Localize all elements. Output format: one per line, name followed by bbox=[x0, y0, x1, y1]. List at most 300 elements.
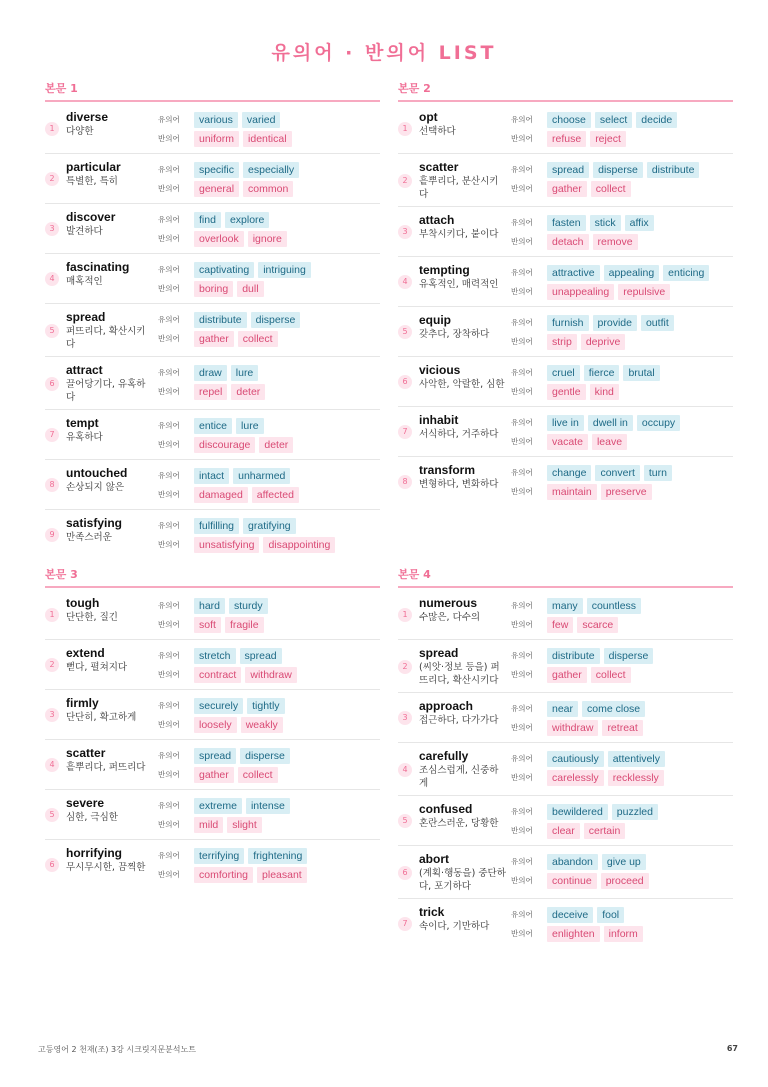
synonym-tag: find bbox=[194, 212, 221, 228]
synonym-tag: distribute bbox=[647, 162, 700, 178]
section-4 bbox=[398, 566, 733, 948]
synonym-tag: attentively bbox=[608, 751, 665, 767]
relations bbox=[158, 160, 380, 198]
word-block bbox=[66, 846, 158, 874]
synonym-label: 유의어 bbox=[511, 165, 533, 174]
section-1 bbox=[45, 80, 380, 559]
synonym-label: 유의어 bbox=[511, 268, 533, 277]
antonym-label: 반의어 bbox=[158, 540, 180, 549]
synonym-row bbox=[511, 905, 733, 924]
synonym-row bbox=[158, 363, 380, 382]
synonym-tag: select bbox=[595, 112, 632, 128]
korean-meaning: 접근하다, 다가가다 bbox=[419, 715, 499, 726]
synonym-row bbox=[158, 210, 380, 229]
headword: horrifying bbox=[66, 846, 122, 860]
synonym-label: 유의어 bbox=[511, 651, 533, 660]
synonym-tag: fool bbox=[597, 907, 624, 923]
antonym-label: 반의어 bbox=[511, 876, 533, 885]
synonym-row bbox=[511, 160, 733, 179]
synonym-tag: disperse bbox=[251, 312, 301, 328]
vocab-entry bbox=[398, 899, 733, 948]
entry-number: 4 bbox=[45, 272, 59, 286]
word-block bbox=[419, 463, 511, 491]
entry-number: 1 bbox=[45, 608, 59, 622]
relations bbox=[511, 363, 733, 401]
headword: diverse bbox=[66, 110, 109, 124]
antonym-tag: fragile bbox=[225, 617, 264, 633]
section-heading: 본문 2 bbox=[398, 80, 733, 102]
synonym-tag: distribute bbox=[547, 648, 600, 664]
footer-text: 고등영어 2 천재(조) 3강 시크릿지문분석노트 bbox=[38, 1045, 196, 1054]
antonym-label: 반의어 bbox=[158, 820, 180, 829]
entry-number: 6 bbox=[45, 377, 59, 391]
relations bbox=[511, 463, 733, 501]
antonym-tag: inform bbox=[604, 926, 643, 942]
synonym-tag: turn bbox=[644, 465, 672, 481]
entry-number: 1 bbox=[398, 122, 412, 136]
antonym-row bbox=[511, 232, 733, 251]
entry-number: 3 bbox=[398, 711, 412, 725]
antonym-tag: strip bbox=[547, 334, 577, 350]
antonym-tag: unsatisfying bbox=[194, 537, 259, 553]
antonym-tag: vacate bbox=[547, 434, 588, 450]
word-block bbox=[66, 696, 158, 724]
vocab-entry bbox=[398, 357, 733, 407]
antonym-row bbox=[511, 615, 733, 634]
synonym-tag: brutal bbox=[623, 365, 659, 381]
antonym-tag: collect bbox=[238, 767, 278, 783]
antonym-tag: overlook bbox=[194, 231, 244, 247]
word-block bbox=[66, 516, 158, 544]
antonym-label: 반의어 bbox=[158, 234, 180, 243]
synonym-tag: specific bbox=[194, 162, 239, 178]
synonym-row bbox=[511, 313, 733, 332]
synonym-label: 유의어 bbox=[158, 471, 180, 480]
synonym-row bbox=[158, 846, 380, 865]
korean-meaning: 단단히, 확고하게 bbox=[66, 712, 137, 723]
headword: approach bbox=[419, 699, 474, 713]
synonym-label: 유의어 bbox=[511, 704, 533, 713]
antonym-row bbox=[511, 432, 733, 451]
antonym-tag: loosely bbox=[194, 717, 237, 733]
synonym-row bbox=[511, 852, 733, 871]
headword: numerous bbox=[419, 596, 478, 610]
synonym-row bbox=[158, 466, 380, 485]
synonym-tag: many bbox=[547, 598, 583, 614]
synonym-row bbox=[511, 749, 733, 768]
relations bbox=[158, 210, 380, 248]
synonym-tag: provide bbox=[593, 315, 637, 331]
entry-number: 4 bbox=[398, 763, 412, 777]
antonym-tag: refuse bbox=[547, 131, 586, 147]
entry-number: 3 bbox=[45, 708, 59, 722]
antonym-tag: disappointing bbox=[263, 537, 335, 553]
antonym-label: 반의어 bbox=[511, 237, 533, 246]
relations bbox=[158, 746, 380, 784]
korean-meaning: 특별한, 특히 bbox=[66, 176, 118, 187]
synonym-tag: lure bbox=[236, 418, 264, 434]
headword: opt bbox=[419, 110, 438, 124]
headword: tempt bbox=[66, 416, 99, 430]
vocab-entry bbox=[398, 640, 733, 693]
synonym-tag: spread bbox=[240, 648, 282, 664]
headword: satisfying bbox=[66, 516, 123, 530]
korean-meaning: 수많은, 다수의 bbox=[419, 612, 481, 623]
antonym-label: 반의어 bbox=[511, 773, 533, 782]
antonym-tag: gather bbox=[547, 181, 587, 197]
vocab-entry bbox=[45, 104, 380, 154]
entry-number: 8 bbox=[398, 475, 412, 489]
synonym-label: 유의어 bbox=[158, 368, 180, 377]
synonym-label: 유의어 bbox=[511, 218, 533, 227]
vocab-entry bbox=[45, 304, 380, 357]
antonym-tag: uniform bbox=[194, 131, 239, 147]
antonym-label: 반의어 bbox=[158, 490, 180, 499]
vocab-entry bbox=[45, 460, 380, 510]
antonym-tag: continue bbox=[547, 873, 597, 889]
vocab-entry bbox=[398, 693, 733, 743]
relations bbox=[158, 796, 380, 834]
relations bbox=[511, 110, 733, 148]
antonym-label: 반의어 bbox=[158, 770, 180, 779]
antonym-tag: maintain bbox=[547, 484, 597, 500]
synonym-label: 유의어 bbox=[158, 601, 180, 610]
vocab-entry bbox=[45, 590, 380, 640]
synonym-label: 유의어 bbox=[511, 807, 533, 816]
headword: particular bbox=[66, 160, 121, 174]
synonym-row bbox=[511, 802, 733, 821]
relations bbox=[511, 802, 733, 840]
antonym-row bbox=[158, 229, 380, 248]
synonym-label: 유의어 bbox=[158, 421, 180, 430]
antonym-tag: general bbox=[194, 181, 239, 197]
headword: vicious bbox=[419, 363, 461, 377]
korean-meaning: 사악한, 악랄한, 심한 bbox=[419, 379, 505, 390]
entry-number: 6 bbox=[398, 866, 412, 880]
synonym-label: 유의어 bbox=[158, 115, 180, 124]
antonym-tag: collect bbox=[591, 667, 631, 683]
entry-number: 2 bbox=[45, 658, 59, 672]
vocab-entry bbox=[398, 796, 733, 846]
synonym-tag: puzzled bbox=[612, 804, 658, 820]
footer bbox=[38, 1044, 738, 1055]
synonym-label: 유의어 bbox=[511, 418, 533, 427]
page-title: 유의어 · 반의어 LIST bbox=[271, 42, 497, 64]
relations bbox=[511, 160, 733, 198]
antonym-tag: contract bbox=[194, 667, 241, 683]
vocab-entry bbox=[45, 690, 380, 740]
antonym-row bbox=[158, 129, 380, 148]
antonym-label: 반의어 bbox=[511, 620, 533, 629]
antonym-row bbox=[511, 382, 733, 401]
entry-number: 4 bbox=[45, 758, 59, 772]
antonym-label: 반의어 bbox=[511, 826, 533, 835]
antonym-row bbox=[158, 535, 380, 554]
synonym-tag: disperse bbox=[240, 748, 290, 764]
synonym-tag: cautiously bbox=[547, 751, 604, 767]
synonym-tag: cruel bbox=[547, 365, 580, 381]
entry-number: 8 bbox=[45, 478, 59, 492]
word-block bbox=[419, 852, 511, 893]
antonym-tag: remove bbox=[593, 234, 638, 250]
synonym-tag: entice bbox=[194, 418, 232, 434]
antonym-label: 반의어 bbox=[158, 284, 180, 293]
antonym-tag: enlighten bbox=[547, 926, 600, 942]
antonym-tag: dull bbox=[237, 281, 263, 297]
synonym-label: 유의어 bbox=[511, 754, 533, 763]
antonym-tag: slight bbox=[227, 817, 262, 833]
synonym-tag: explore bbox=[225, 212, 269, 228]
korean-meaning: 속이다, 기만하다 bbox=[419, 921, 490, 932]
synonym-row bbox=[158, 696, 380, 715]
korean-meaning: 퍼뜨리다, 확산시키다 bbox=[66, 326, 146, 350]
synonym-tag: tightly bbox=[247, 698, 284, 714]
antonym-label: 반의어 bbox=[511, 184, 533, 193]
synonym-tag: occupy bbox=[637, 415, 680, 431]
entry-number: 7 bbox=[398, 425, 412, 439]
page-number: 67 bbox=[726, 1044, 738, 1053]
synonym-tag: fulfilling bbox=[194, 518, 239, 534]
korean-meaning: 뻗다, 펼쳐지다 bbox=[66, 662, 128, 673]
korean-meaning: 선택하다 bbox=[419, 126, 456, 137]
word-block bbox=[66, 416, 158, 444]
relations bbox=[158, 466, 380, 504]
entry-number: 4 bbox=[398, 275, 412, 289]
synonym-tag: spread bbox=[547, 162, 589, 178]
vocab-entry bbox=[45, 154, 380, 204]
antonym-tag: ignore bbox=[248, 231, 287, 247]
headword: spread bbox=[66, 310, 106, 324]
headword: firmly bbox=[66, 696, 99, 710]
vocab-entry bbox=[398, 257, 733, 307]
synonym-row bbox=[511, 596, 733, 615]
synonym-row bbox=[158, 110, 380, 129]
antonym-label: 반의어 bbox=[158, 440, 180, 449]
synonym-label: 유의어 bbox=[158, 751, 180, 760]
section-heading: 본문 4 bbox=[398, 566, 733, 588]
section-heading: 본문 1 bbox=[45, 80, 380, 102]
antonym-row bbox=[511, 665, 733, 684]
synonym-label: 유의어 bbox=[158, 651, 180, 660]
word-block bbox=[419, 160, 511, 201]
synonym-tag: distribute bbox=[194, 312, 247, 328]
korean-meaning: 혼란스러운, 당황한 bbox=[419, 818, 499, 829]
korean-meaning: 변형하다, 변화하다 bbox=[419, 479, 499, 490]
relations bbox=[158, 260, 380, 298]
antonym-label: 반의어 bbox=[511, 387, 533, 396]
antonym-label: 반의어 bbox=[511, 487, 533, 496]
antonym-row bbox=[158, 329, 380, 348]
antonym-tag: recklessly bbox=[608, 770, 664, 786]
relations bbox=[511, 313, 733, 351]
word-block bbox=[66, 466, 158, 494]
synonym-label: 유의어 bbox=[158, 315, 180, 324]
word-block bbox=[419, 802, 511, 830]
antonym-row bbox=[158, 279, 380, 298]
korean-meaning: 흩뿌리다, 퍼뜨리다 bbox=[66, 762, 146, 773]
antonym-tag: repulsive bbox=[618, 284, 670, 300]
antonym-tag: gentle bbox=[547, 384, 586, 400]
vocab-entry bbox=[45, 510, 380, 559]
headword: untouched bbox=[66, 466, 128, 480]
headword: transform bbox=[419, 463, 476, 477]
headword: scatter bbox=[66, 746, 106, 760]
headword: attract bbox=[66, 363, 103, 377]
relations bbox=[158, 416, 380, 454]
antonym-label: 반의어 bbox=[511, 287, 533, 296]
synonym-row bbox=[511, 263, 733, 282]
synonym-row bbox=[158, 416, 380, 435]
synonym-tag: furnish bbox=[547, 315, 589, 331]
synonym-label: 유의어 bbox=[158, 801, 180, 810]
entry-number: 7 bbox=[45, 428, 59, 442]
entry-number: 1 bbox=[45, 122, 59, 136]
korean-meaning: 부착시키다, 붙이다 bbox=[419, 229, 499, 240]
synonym-tag: change bbox=[547, 465, 591, 481]
antonym-label: 반의어 bbox=[511, 134, 533, 143]
antonym-tag: detach bbox=[547, 234, 589, 250]
headword: tough bbox=[66, 596, 100, 610]
synonym-label: 유의어 bbox=[158, 165, 180, 174]
relations bbox=[511, 905, 733, 943]
entry-number: 6 bbox=[45, 858, 59, 872]
antonym-tag: gather bbox=[547, 667, 587, 683]
vocab-entry bbox=[398, 590, 733, 640]
headword: inhabit bbox=[419, 413, 459, 427]
word-block bbox=[66, 363, 158, 404]
antonym-tag: weakly bbox=[241, 717, 283, 733]
synonym-tag: sturdy bbox=[229, 598, 268, 614]
synonym-tag: fasten bbox=[547, 215, 586, 231]
antonym-row bbox=[158, 615, 380, 634]
vocab-entry bbox=[45, 790, 380, 840]
vocab-entry bbox=[398, 104, 733, 154]
headword: extend bbox=[66, 646, 105, 660]
synonym-tag: spread bbox=[194, 748, 236, 764]
synonym-tag: bewildered bbox=[547, 804, 608, 820]
synonym-tag: unharmed bbox=[233, 468, 290, 484]
entry-number: 2 bbox=[45, 172, 59, 186]
synonym-tag: enticing bbox=[663, 265, 709, 281]
synonym-tag: decide bbox=[636, 112, 677, 128]
synonym-tag: live in bbox=[547, 415, 584, 431]
synonym-tag: come close bbox=[582, 701, 645, 717]
vocab-entry bbox=[45, 410, 380, 460]
synonym-tag: draw bbox=[194, 365, 227, 381]
antonym-tag: proceed bbox=[601, 873, 649, 889]
antonym-label: 반의어 bbox=[511, 670, 533, 679]
synonym-tag: outfit bbox=[641, 315, 674, 331]
antonym-label: 반의어 bbox=[158, 387, 180, 396]
synonym-label: 유의어 bbox=[511, 857, 533, 866]
entry-number: 3 bbox=[45, 222, 59, 236]
antonym-label: 반의어 bbox=[158, 720, 180, 729]
relations bbox=[158, 646, 380, 684]
synonym-tag: countless bbox=[587, 598, 641, 614]
vocab-entry bbox=[398, 307, 733, 357]
antonym-tag: few bbox=[547, 617, 573, 633]
synonym-label: 유의어 bbox=[158, 701, 180, 710]
headword: carefully bbox=[419, 749, 469, 763]
antonym-tag: leave bbox=[592, 434, 627, 450]
synonym-tag: lure bbox=[231, 365, 259, 381]
antonym-tag: unappealing bbox=[547, 284, 614, 300]
antonym-row bbox=[511, 768, 733, 787]
synonym-label: 유의어 bbox=[158, 521, 180, 530]
synonym-row bbox=[158, 260, 380, 279]
section-heading: 본문 3 bbox=[45, 566, 380, 588]
relations bbox=[158, 110, 380, 148]
antonym-tag: gather bbox=[194, 331, 234, 347]
synonym-tag: attractive bbox=[547, 265, 600, 281]
headword: equip bbox=[419, 313, 451, 327]
antonym-tag: deter bbox=[231, 384, 265, 400]
antonym-tag: collect bbox=[238, 331, 278, 347]
synonym-row bbox=[158, 596, 380, 615]
korean-meaning: 만족스러운 bbox=[66, 532, 112, 543]
relations bbox=[511, 213, 733, 251]
synonym-tag: near bbox=[547, 701, 578, 717]
antonym-tag: deter bbox=[259, 437, 293, 453]
korean-meaning: 갖추다, 장착하다 bbox=[419, 329, 490, 340]
relations bbox=[511, 749, 733, 787]
synonym-row bbox=[511, 363, 733, 382]
synonym-tag: dwell in bbox=[588, 415, 633, 431]
synonym-tag: gratifying bbox=[243, 518, 296, 534]
synonym-tag: terrifying bbox=[194, 848, 244, 864]
word-block bbox=[419, 363, 511, 391]
vocab-entry bbox=[45, 740, 380, 790]
korean-meaning: 흩뿌리다, 분산시키다 bbox=[419, 176, 499, 200]
antonym-tag: comforting bbox=[194, 867, 253, 883]
synonym-tag: fierce bbox=[584, 365, 620, 381]
word-block bbox=[66, 746, 158, 774]
word-block bbox=[419, 313, 511, 341]
entry-number: 5 bbox=[398, 325, 412, 339]
word-block bbox=[419, 413, 511, 441]
synonym-row bbox=[511, 110, 733, 129]
antonym-tag: withdraw bbox=[245, 667, 296, 683]
antonym-tag: kind bbox=[590, 384, 619, 400]
vocab-entry bbox=[398, 743, 733, 796]
synonym-tag: disperse bbox=[593, 162, 643, 178]
synonym-row bbox=[158, 646, 380, 665]
synonym-tag: disperse bbox=[604, 648, 654, 664]
antonym-row bbox=[158, 865, 380, 884]
synonym-label: 유의어 bbox=[511, 601, 533, 610]
entry-number: 9 bbox=[45, 528, 59, 542]
vocab-entry bbox=[398, 207, 733, 257]
relations bbox=[511, 699, 733, 737]
synonym-row bbox=[158, 746, 380, 765]
antonym-label: 반의어 bbox=[158, 620, 180, 629]
synonym-row bbox=[511, 463, 733, 482]
headword: trick bbox=[419, 905, 445, 919]
headword: confused bbox=[419, 802, 473, 816]
antonym-row bbox=[158, 485, 380, 504]
relations bbox=[158, 310, 380, 348]
word-block bbox=[419, 905, 511, 933]
synonym-row bbox=[511, 213, 733, 232]
antonym-row bbox=[511, 821, 733, 840]
synonym-tag: frightening bbox=[248, 848, 307, 864]
antonym-tag: soft bbox=[194, 617, 221, 633]
antonym-row bbox=[511, 282, 733, 301]
relations bbox=[511, 413, 733, 451]
relations bbox=[158, 846, 380, 884]
word-block bbox=[66, 160, 158, 188]
korean-meaning: 조심스럽게, 신중하게 bbox=[419, 765, 499, 789]
